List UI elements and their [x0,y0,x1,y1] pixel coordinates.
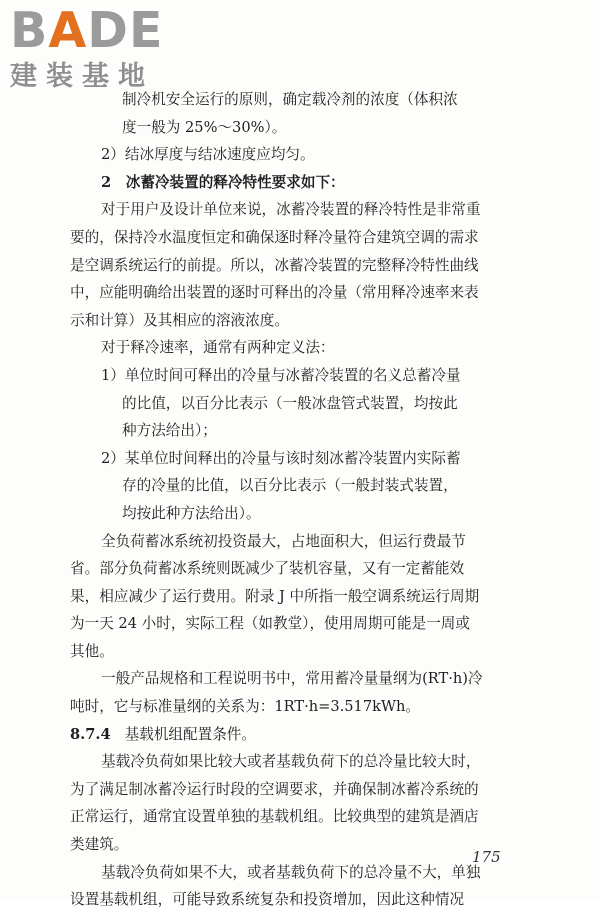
line-text: 2）结冰厚度与结冰速度应均匀。 [101,146,315,164]
text-line [70,334,530,362]
text-line [70,417,530,445]
line-text: 吨时，它与标准量纲的关系为：1RT·h=3.517kWh。 [70,698,420,716]
text-line [70,555,530,583]
page-number: 175 [472,848,501,866]
line-text: 基载冷负荷如果不大，或者基载负荷下的总冷量不大，单独 [101,863,481,881]
section-number: 8.7.4 [70,725,111,743]
line-text: 示和计算）及其相应的溶液浓度。 [70,311,289,329]
line-text: 全负荷蓄冰系统初投资最大，占地面积大，但运行费最节 [101,532,466,550]
line-text: 中，应能明确给出装置的逐时可释出的冷量（常用释冷速率来表 [70,284,479,302]
text-line [70,445,530,473]
logo-brand [10,2,180,59]
line-text: 省。部分负荷蓄冰系统则既减少了装机容量，又有一定蓄能效 [70,560,465,578]
body-text [70,86,530,914]
text-line [70,776,530,804]
text-line [70,169,530,197]
text-line [70,528,530,556]
line-text: 的比值，以百分比表示（一般冰盘管式装置，均按此 [122,394,458,412]
text-line [70,500,530,528]
line-text: 正常运行，通常宜设置单独的基载机组。比较典型的建筑是酒店 [70,808,479,826]
text-line [70,886,530,914]
text-line [70,693,530,721]
line-text: 2）某单位时间释出的冷量与该时刻冰蓄冷装置内实际蓄 [101,449,461,467]
line-text: 设置基载机组，可能导致系统复杂和投资增加，因此这种情况 [70,891,465,909]
text-line [70,583,530,611]
text-line [70,86,530,114]
line-text: 一般产品规格和工程说明书中，常用蓄冷量量纲为(RT·h)冷 [101,670,483,688]
line-text: 制冷机安全运行的原则，确定载冷剂的浓度（体积浓 [122,91,458,108]
text-line [70,831,530,859]
line-text: 种方法给出）； [122,422,217,440]
line-text: 对于用户及设计单位来说，冰蓄冷装置的释冷特性是非常重 [101,201,481,219]
text-line [70,803,530,831]
line-text: 2 冰蓄冷装置的释冷特性要求如下： [101,173,345,191]
text-line [70,252,530,280]
line-text: 1）单位时间可释出的冷量与冰蓄冷装置的名义总蓄冷量 [101,366,461,384]
watermark-logo [10,2,180,96]
line-text: 为一天 24 小时，实际工程（如教堂），使用周期可能是一周或 [70,615,470,633]
text-line [70,224,530,252]
text-line [70,665,530,693]
text-line [70,472,530,500]
line-text: 要的，保持冷水温度恒定和确保逐时释冷量符合建筑空调的需求 [70,228,479,246]
line-text: 度一般为 25%～30%）。 [122,118,287,136]
text-line [70,196,530,224]
line-text: 均按此种方法给出）。 [122,504,261,522]
text-line [70,307,530,335]
text-line [70,748,530,776]
text-line [70,390,530,418]
section-heading [70,721,530,749]
line-text: 基载冷负荷如果比较大或者基载负荷下的总冷量比较大时， [101,753,481,771]
text-line [70,114,530,142]
line-text: 果，相应减少了运行费用。附录 J 中所指一般空调系统运行周期 [70,587,480,605]
line-text: 是空调系统运行的前提。所以，冰蓄冷装置的完整释冷特性曲线 [70,256,479,274]
text-line [70,859,530,887]
line-text: 基载机组配置条件。 [124,725,256,743]
line-text: 为了满足制冰蓄冷运行时段的空调要求，并确保制冰蓄冷系统的 [70,780,479,798]
logo-brand-text: BADE [10,2,164,59]
line-text: 类建筑。 [70,836,129,854]
text-line [70,362,530,390]
text-line [70,610,530,638]
text-line [70,141,530,169]
logo-subtitle: 建装基地 [10,61,154,92]
line-text: 存的冷量的比值，以百分比表示（一般封装式装置， [122,477,458,495]
text-line [70,638,530,666]
text-line [70,279,530,307]
line-text: 其他。 [70,642,114,660]
line-text: 对于释冷速率，通常有两种定义法： [101,339,335,357]
